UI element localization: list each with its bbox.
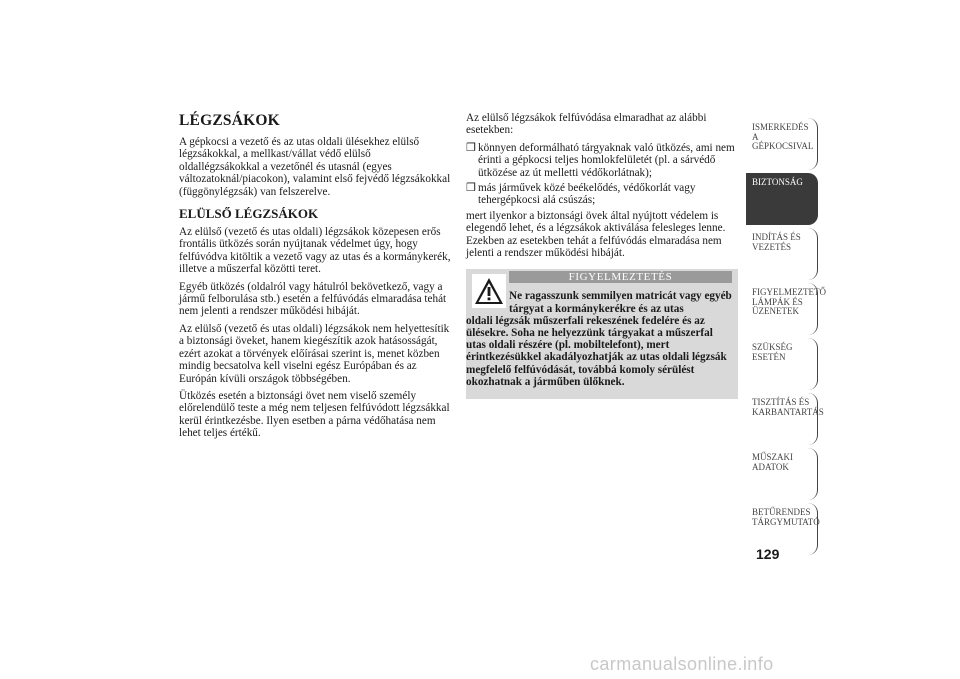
tab-getting-to-know[interactable]: ISMERKEDÉS A GÉPKOCSIVAL bbox=[746, 118, 818, 170]
tab-safety[interactable]: BIZTONSÁG bbox=[746, 173, 818, 225]
tab-emergency[interactable]: SZÜKSÉG ESETÉN bbox=[746, 338, 818, 390]
bullet-text: más járművek közé beékelődés, védőkorlát vagy tehergépkocsi alá csúszás; bbox=[478, 182, 696, 207]
paragraph-explanation: mert ilyenkor a biztonsági övek által nyújtott védelem is elegendő lehet, és a légzsákok aktiválása felesleges lenne. Ezekben az esetekben tehát a felfúvódás elmaradása nem jelenti a rendszer működési hibáját. bbox=[466, 209, 726, 260]
tab-index[interactable]: BETŰRENDES TÁRGYMUTATÓ bbox=[746, 503, 818, 555]
warning-text-rest: oldali légzsák műszerfali rekeszének fedelére és az ülésekre. Soha ne helyezzünk tárgyakat a műszerfal utas oldali részére (pl. mobiltelefont), mert érintkezésükkel akadályozhatják az utas oldali légzsák megfelelő felfúvódását, továbbá komoly sérülést okozhatnak a járműben ülőknek. bbox=[466, 314, 727, 388]
bullet-text: könnyen deformálható tárgyaknak való ütközés, ami nem érinti a gépkocsi teljes homlokfelületét (pl. a sárvédő ütközése az út melletti védőkorlátnak); bbox=[478, 141, 735, 179]
tab-technical-data[interactable]: MŰSZAKI ADATOK bbox=[746, 448, 818, 500]
bullet-item bbox=[466, 182, 738, 207]
bullet-item bbox=[466, 142, 738, 179]
subsection-title: ELÜLSŐ LÉGZSÁKOK bbox=[179, 206, 319, 222]
watermark: carmanualsonline.info bbox=[590, 654, 774, 674]
paragraph-other-collisions: Egyéb ütközés (oldalról vagy hátulról bekövetkező, vagy a jármű felborulása stb.) esetén a felfúvódás elmaradása tehát nem jelenti a rendszer működési hibáját. bbox=[179, 280, 447, 318]
intro-paragraph: A gépkocsi a vezető és az utas oldali ülésekhez elülső légzsákokkal, a mellkast/vállat védő elülső oldallégzsákokkal a vezetőnél és utasnál (egyes változatoknál/piacokon), valamint első fejvédő légzsákokkal (függönylégzsák) van felszerelve. bbox=[179, 136, 451, 198]
paragraph-collision-no-belt: Ütközés esetén a biztonsági övet nem viselő személy előrelendülő teste a még nem teljesen felfúvódott légzsákkal kerül érintkezésbe. Ilyen esetben a párna védőhatása nem lehet teljes értékű. bbox=[179, 389, 450, 440]
checkbox-bullet-icon: ❒ bbox=[466, 182, 476, 195]
page-number: 129 bbox=[756, 546, 780, 562]
paragraph-deploy-exceptions: Az elülső légzsákok felfúvódása elmaradhat az alábbi esetekben: bbox=[466, 112, 707, 137]
warning-heading: FIGYELMEZTETÉS bbox=[509, 271, 732, 283]
section-title: LÉGZSÁKOK bbox=[179, 112, 280, 129]
chapter-tabs bbox=[746, 118, 826, 558]
warning-box bbox=[466, 269, 738, 399]
warning-text-lead: Ne ragasszunk semmilyen matricát vagy egyéb tárgyat a kormánykerékre és az utas bbox=[509, 290, 732, 315]
tab-maintenance[interactable]: TISZTÍTÁS ÉS KARBANTARTÁS bbox=[746, 393, 818, 445]
tab-starting-driving[interactable]: INDÍTÁS ÉS VEZETÉS bbox=[746, 228, 818, 280]
checkbox-bullet-icon: ❒ bbox=[466, 141, 476, 154]
left-column bbox=[179, 112, 451, 445]
right-column bbox=[466, 112, 738, 399]
paragraph-seatbelts: Az elülső (vezető és utas oldali) légzsákok nem helyettesítik a biztonsági öveket, hanem kiegészítik azok hatásosságát, ezért azokat a törvények előírásai szerint is, menet közben mindig becsatolva kell viselni egész Európában és az Európán kívüli országok többségében. bbox=[179, 322, 450, 385]
warning-text bbox=[466, 290, 734, 388]
paragraph-front-airbags: Az elülső (vezető és utas oldali) légzsákok közepesen erős frontális ütközés során nyújtanak védelmet úgy, hogy felfúvódva kitöltik a vezető vagy az utas és a kormánykerék, illetve a műszerfal közötti teret. bbox=[179, 226, 451, 276]
tab-warning-lights[interactable]: FIGYELMEZTETŐ LÁMPÁK ÉS ÜZENETEK bbox=[746, 283, 818, 335]
